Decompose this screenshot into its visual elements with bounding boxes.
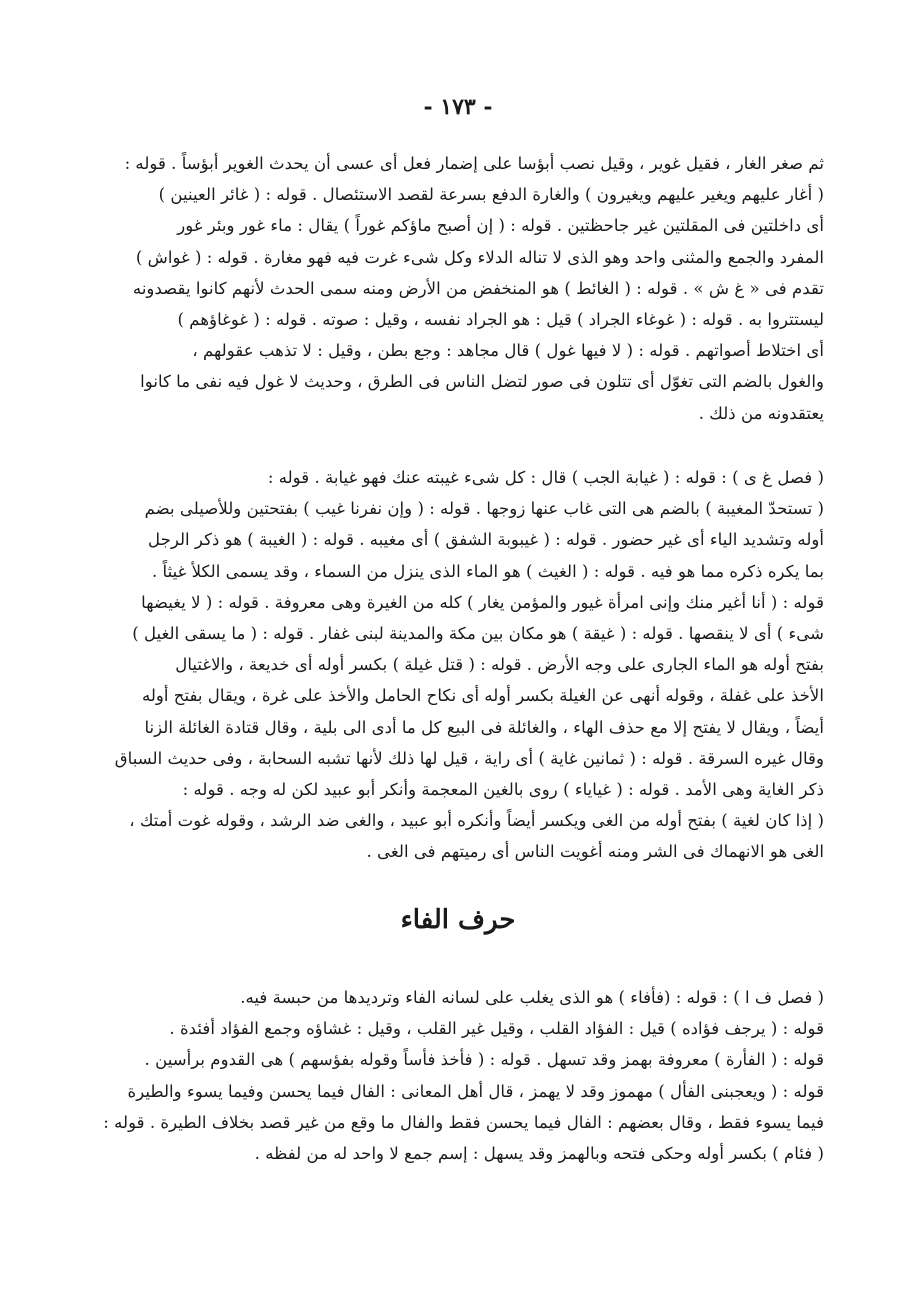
text-line: ( فصل غ ى ) : قوله : ( غيابة الجب ) قال : كل شىء غيبته عنك فهو غيابة . قوله : [267,468,824,487]
text-line: ثم صغر الغار ، فقيل غوير ، وقيل نصب أبؤسا على إضمار فعل أى عسى أن يحدث الغوير أبؤساً . قوله : [124,154,824,173]
section-heading: حرف الفاء [400,905,516,935]
text-line: الأخذ على غفلة ، وقوله أنهى عن الغيلة بكسر أوله أى نكاح الحامل والأخذ على غرة ، ويقال بفتح أوله [141,686,824,706]
text-line: أى داخلتين فى المقلتين غير جاحظتين . قوله : ( إن أصبح ماؤكم غوراً ) يقال : ماء غور وبئر غور [177,216,824,236]
text-line: بفتح أوله هو الماء الجارى على وجه الأرض . قوله : ( قتل غيلة ) بكسر أوله أى خديعة ، والاغتيال [175,655,824,675]
text-line: ( فئام ) بكسر أوله وحكى فتحه وبالهمز وقد يسهل : إسم جمع لا واحد له من لفظه . [254,1144,824,1164]
text-line: قوله : ( ويعجبنى الفأل ) مهموز وقد لا يهمز ، قال أهل المعانى : الفال فيما يحسن وفيما يسوء والطيرة [127,1081,824,1101]
text-line: بما يكره ذكره مما هو فيه . قوله : ( الغيث ) هو الماء الذى ينزل من السماء ، وقد يسمى الكلأ غيثاً . [152,561,824,581]
text-line: المفرد والجمع والمثنى واحد وهو الذى لا تناله الدلاء وكل شىء غرت فيه فهو مغارة . قوله : ( غواش ) [135,247,824,267]
text-line: قوله : ( أنا أغير منك وإنى امرأة غيور والمؤمن يغار ) كله من الغيرة وهى معروفة . قوله : ( لا يغيضها [141,592,824,612]
text-line: قوله : ( الفأرة ) معروفة بهمز وقد تسهل . قوله : ( فأخذ فأساً وقوله بفؤسهم ) هى القدوم برأسين . [144,1050,824,1070]
text-line: ( تستحدّ المغيبة ) بالضم هى التى غاب عنها زوجها . قوله : ( وإن نفرنا غيب ) بفتحتين وللأصيلى بضم [144,499,824,519]
text-line: يعتقدونه من ذلك . [698,403,824,423]
text-line: ليستتروا به . قوله : ( غوغاء الجراد ) قيل : هو الجراد نفسه ، وقيل : صوته . قوله : ( غوغاؤهم ) [177,310,824,330]
text-line: تقدم فى « غ ش » . قوله : ( الغائط ) هو المنخفض من الأرض ومنه سمى الحدث لأنهم كانوا يقصدونه [132,278,824,298]
text-line: ( إذا كان لغية ) بفتح أوله من الغى ويكسر أيضاً وأنكره أبو عبيد ، والغى ضد الرشد ، وقوله غوت أمتك ، [129,811,824,831]
text-line: ذكر الغاية وهى الأمد . قوله : ( غياياء ) روى بالغين المعجمة وأنكر أبو عبيد لكن له وجه . قوله : [182,780,824,800]
text-line: ( أغار عليهم ويغير عليهم ويغيرون ) والغارة الدفع بسرعة لقصد الاستئصال . قوله : ( غائر العينين ) [158,185,824,205]
text-line: أوله وتشديد الياء أى غير حضور . قوله : ( غيبوبة الشفق ) أى مغيبه . قوله : ( الغيبة ) هو ذكر الرجل [148,530,824,550]
text-line: فيما يسوء فقط ، وقال بعضهم : الفال فيما يحسن فقط والفال ما وقع من غير قصد بخلاف الطيرة . قوله : [103,1112,824,1132]
text-line: الغى هو الانهماك فى الشر ومنه أغويت الناس أى رميتهم فى الغى . [366,842,824,862]
paragraph-ghain-ya [100,462,824,868]
paragraph-ghain-waw [100,148,824,429]
text-line: أيضاً ، ويقال لا يفتح إلا مع حذف الهاء ، والغائلة فى البيع كل ما أدى الى بلية ، وقال قتادة الغائلة الزنا [144,717,824,737]
paragraph-fa-alif [100,982,824,1169]
text-line: قوله : ( يرجف فؤاده ) قيل : الفؤاد القلب ، وقيل غير القلب ، وقيل : غشاؤه وجمع الفؤاد أفئدة . [169,1019,824,1039]
text-line: شىء ) أى لا ينقصها . قوله : ( غيقة ) هو مكان بين مكة والمدينة لبنى غفار . قوله : ( ما يسقى الغيل ) [132,624,824,644]
text-line: وقال غيره السرقة . قوله : ( ثمانين غاية ) أى راية ، قيل لها ذلك لأنها تشبه السحابة ، وفى حديث السباق [114,748,824,768]
page-number: - ١٧٣ - [423,94,493,120]
text-line: والغول بالضم التى تغوّل أى تتلون فى صور لتضل الناس فى الطرق ، وحديث لا غول فيه نفى ما كانوا [140,372,824,392]
text-line: أى اختلاط أصواتهم . قوله : ( لا فيها غول ) قال مجاهد : وجع بطن ، وقيل : لا تذهب عقولهم ، [192,341,824,361]
text-line: ( فصل ف ا ) : قوله : (فأفاء ) هو الذى يغلب على لسانه الفاء وترديدها من حبسة فيه. [240,988,824,1007]
